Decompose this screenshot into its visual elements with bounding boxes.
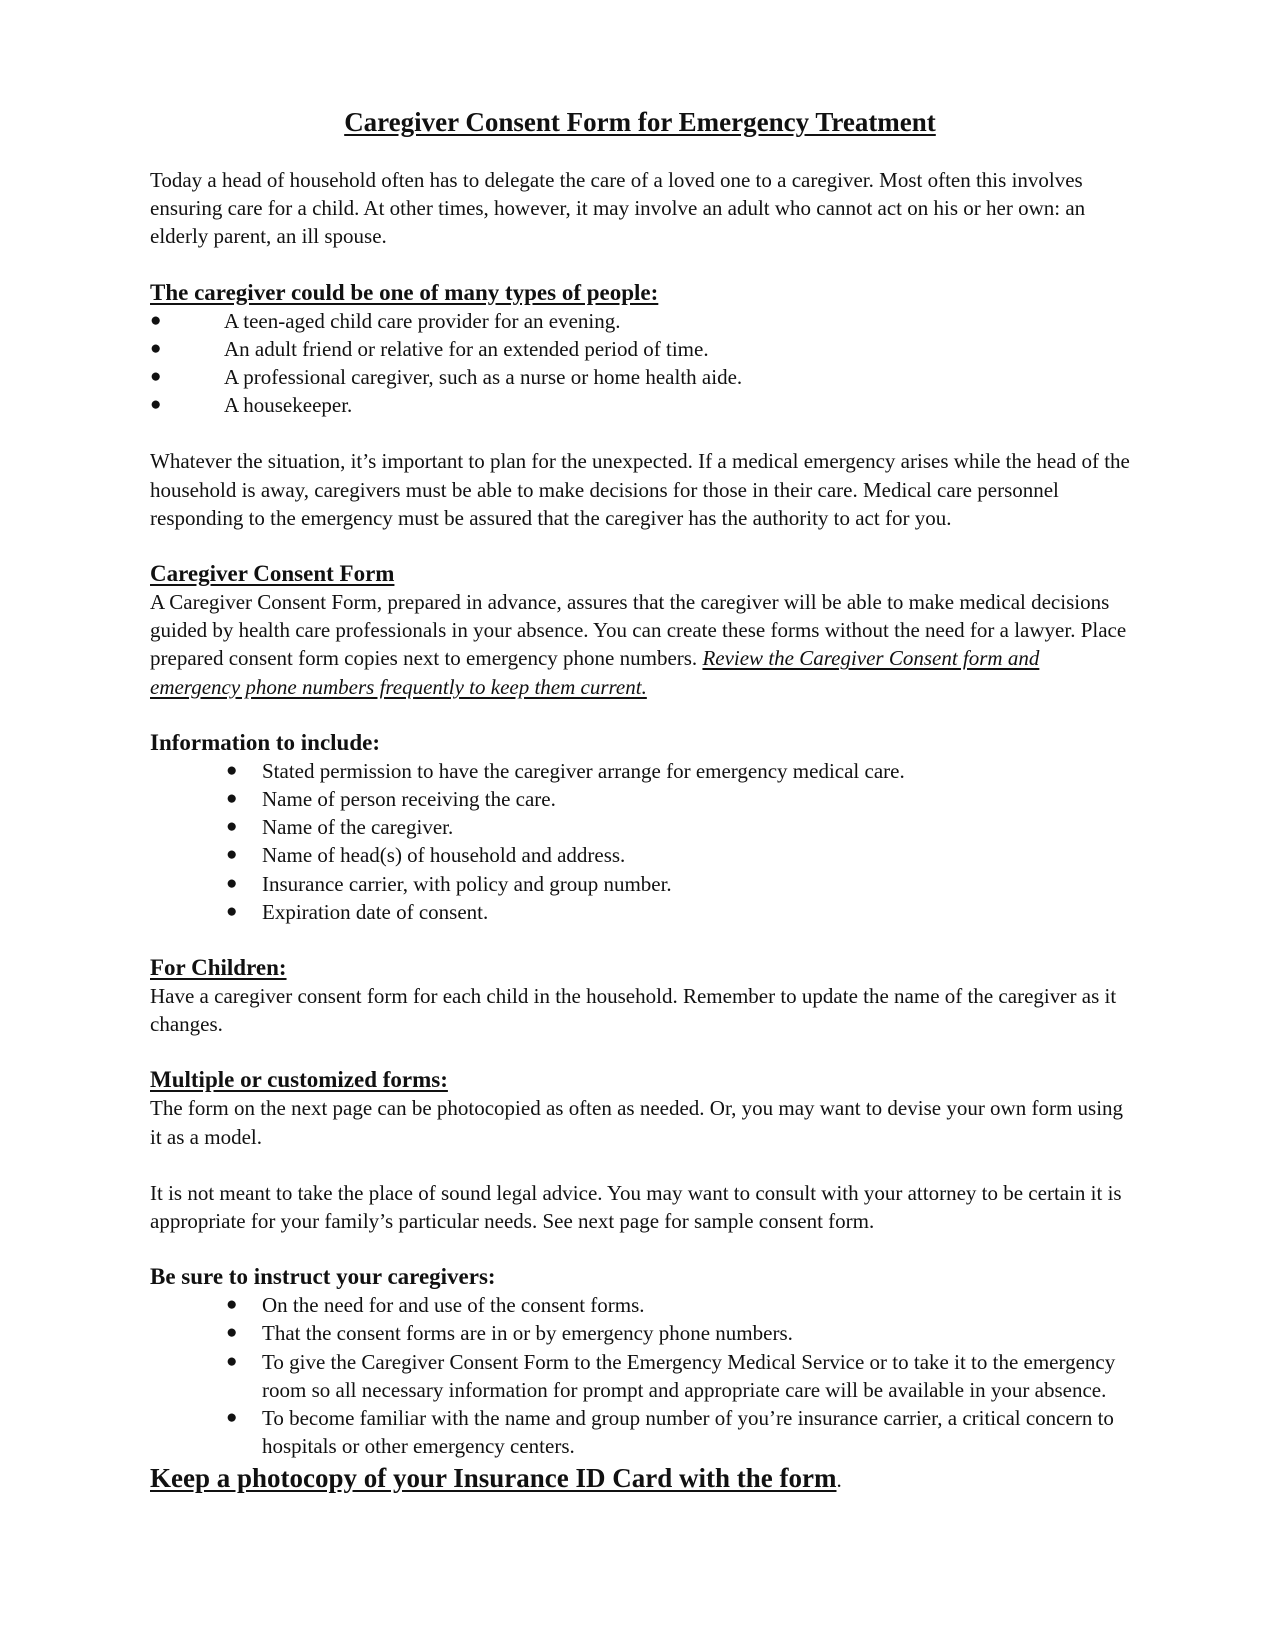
list-item: ● Insurance carrier, with policy and group number. [150,870,1130,898]
bullet-icon: ● [226,1407,238,1429]
bullet-icon: ● [150,394,162,416]
list-item: ● To give the Caregiver Consent Form to the Emergency Medical Service or to take it to the emergency room so all necessary information for prompt and appropriate care will be available in your absence. [226,1349,1116,1402]
list-item: ● A housekeeper. [150,391,1130,419]
bullet-icon: ● [150,366,162,388]
bullet-icon: ● [226,1322,238,1344]
list-item: ● That the consent forms are in or by emergency phone numbers. [150,1319,1130,1347]
consent-form-paragraph: A Caregiver Consent Form, prepared in advance, assures that the caregiver will be able to make medical decisions guided by health care professionals in your absence. You can create these forms without the need for a lawyer. Place prepared consent form copies next to emergency phone numbers. Review the Caregiver Consent form and emergency phone numbers frequently to keep them current. [150,590,1127,699]
situation-paragraph: Whatever the situation, it’s important to plan for the unexpected. If a medical emergency arises while the head of the household is away, caregivers must be able to make decisions for those in their care. Medical care personnel responding to the emergency must be assured that the caregiver has the authority to act for you. [150,449,1130,530]
list-item: ● On the need for and use of the consent forms. [150,1291,1130,1319]
list-item: ● An adult friend or relative for an extended period of time. [150,335,1130,363]
bullet-icon: ● [226,1350,238,1372]
bullet-icon: ● [226,900,238,922]
legal-advice-paragraph: It is not meant to take the place of sound legal advice. You may want to consult with your attorney to be certain it is appropriate for your family’s particular needs. See next page for sample consent form. [150,1180,1122,1234]
children-paragraph: Have a caregiver consent form for each child in the household. Remember to update the name of the caregiver as it changes. [150,984,1117,1037]
list-item: ● Name of the caregiver. [150,813,1130,841]
review-reminder: Review the Caregiver Consent form and emergency phone numbers frequently to keep them current. [150,646,1040,699]
intro-paragraph: Today a head of household often has to delegate the care of a loved one to a caregiver. Most often this involves ensuring care for a child. At other times, however, it may involve an adult who cannot act on his or her own: an elderly parent, an ill spouse. [150,168,1086,249]
bullet-icon: ● [226,816,238,838]
list-item: ● A professional caregiver, such as a nurse or home health aide. [150,363,1130,391]
caregiver-types-list [150,307,1130,420]
bullet-icon: ● [226,844,238,866]
information-list [150,757,1130,926]
list-item: ● Name of head(s) of household and address. [150,841,1130,869]
multiple-forms-paragraph: The form on the next page can be photocopied as often as needed. Or, you may want to devise your own form using it as a model. [150,1096,1124,1149]
bullet-icon: ● [226,759,238,781]
caregiver-types-heading: The caregiver could be one of many types of people: [150,279,659,305]
multiple-forms-heading: Multiple or customized forms: [150,1067,448,1093]
bullet-icon: ● [226,872,238,894]
list-item: ● Expiration date of consent. [150,898,1130,926]
instruct-list [150,1291,1130,1460]
consent-form-heading: Caregiver Consent Form [150,561,395,587]
bullet-icon: ● [150,337,162,359]
document-title: Caregiver Consent Form for Emergency Treatment [344,107,936,137]
information-heading: Information to include: [150,729,380,755]
bullet-icon: ● [150,309,162,331]
list-item: ● Stated permission to have the caregiver arrange for emergency medical care. [150,757,1130,785]
final-note: Keep a photocopy of your Insurance ID Card with the form. [150,1462,842,1493]
children-heading: For Children: [150,955,287,981]
list-item: ● To become familiar with the name and group number of you’re insurance carrier, a critical concern to hospitals or other emergency centers. [226,1406,1114,1459]
document-page [150,104,1130,1497]
bullet-icon: ● [226,1294,238,1316]
instruct-heading: Be sure to instruct your caregivers: [150,1264,496,1290]
list-item: ● A teen-aged child care provider for an evening. [150,307,1130,335]
bullet-icon: ● [226,788,238,810]
list-item: ● Name of person receiving the care. [150,785,1130,813]
